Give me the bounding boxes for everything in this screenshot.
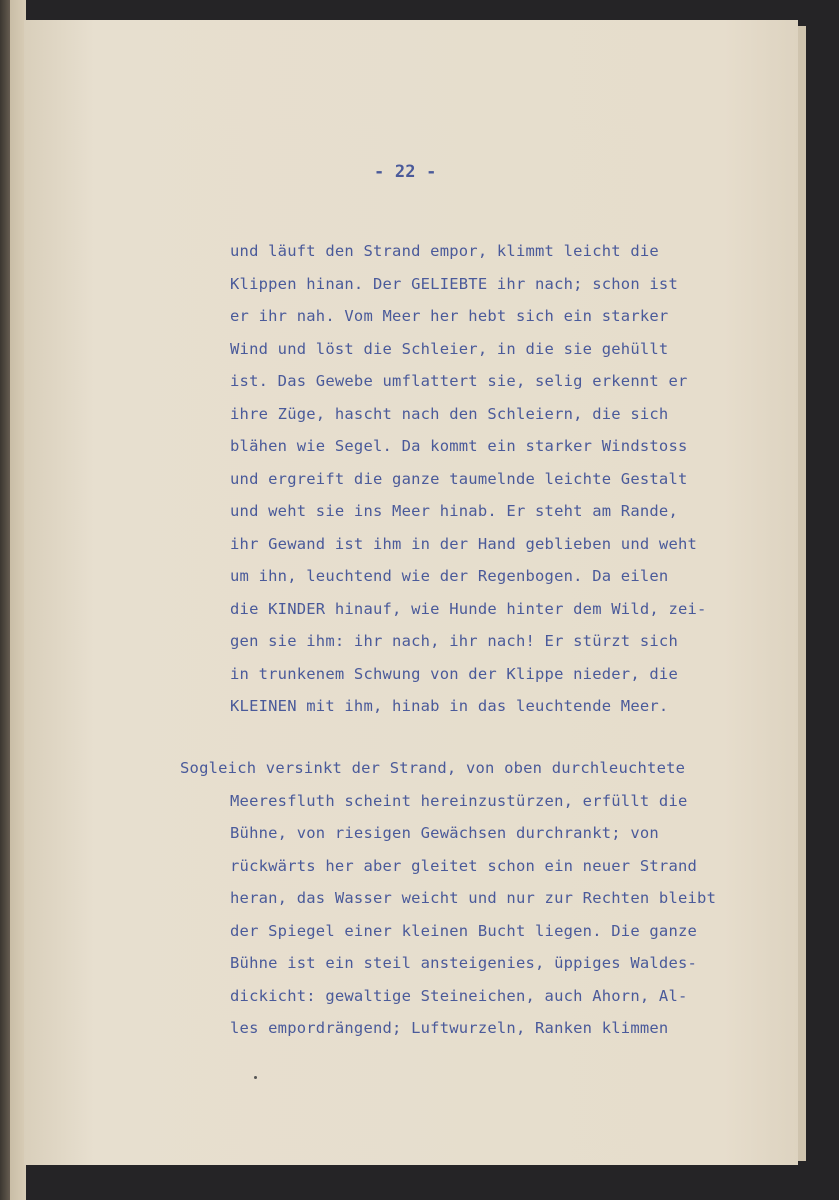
text-line: und ergreift die ganze taumelnde leichte Gestalt: [230, 469, 688, 488]
text-line: Bühne ist ein steil ansteigenies, üppiges Waldes-: [230, 954, 698, 972]
paragraph-1: [230, 235, 707, 723]
text-line: rückwärts her aber gleitet schon ein neuer Strand: [230, 856, 698, 875]
paragraph-2: [180, 752, 716, 1045]
text-line: und läuft den Strand empor, klimmt leicht die: [230, 242, 659, 260]
text-line: Sogleich versinkt der Strand, von oben durchleuchtete: [180, 759, 686, 777]
text-line: Meeresfluth scheint hereinzustürzen, erfüllt die: [230, 791, 688, 810]
text-line: gen sie ihm: ihr nach, ihr nach! Er stürzt sich: [230, 632, 678, 650]
text-line: um ihn, leuchtend wie der Regenbogen. Da eilen: [230, 567, 669, 585]
text-line: die KINDER hinauf, wie Hunde hinter dem Wild, zei-: [230, 599, 707, 618]
text-line: KLEINEN mit ihm, hinab in das leuchtende Meer.: [230, 697, 669, 715]
text-line: blähen wie Segel. Da kommt ein starker Windstoss: [230, 437, 688, 455]
text-line: dickicht: gewaltige Steineichen, auch Ahorn, Al-: [230, 986, 688, 1005]
text-line: ihr Gewand ist ihm in der Hand geblieben und weht: [230, 534, 698, 553]
text-line: Bühne, von riesigen Gewächsen durchrankt; von: [230, 824, 659, 842]
text-line: Klippen hinan. Der GELIEBTE ihr nach; schon ist: [230, 274, 678, 293]
text-line: ihre Züge, hascht nach den Schleiern, die sich: [230, 404, 669, 423]
text-line: der Spiegel einer kleinen Bucht liegen. Die ganze: [230, 921, 698, 940]
text-line: les empordrängend; Luftwurzeln, Ranken klimmen: [230, 1019, 669, 1037]
text-line: ist. Das Gewebe umflattert sie, selig erkennt er: [230, 372, 688, 390]
text-line: und weht sie ins Meer hinab. Er steht am Rande,: [230, 502, 678, 520]
ink-speck: [254, 1076, 257, 1079]
text-line: er ihr nah. Vom Meer her hebt sich ein starker: [230, 307, 669, 325]
document-page: [24, 20, 798, 1165]
text-line: Wind und löst die Schleier, in die sie gehüllt: [230, 339, 669, 358]
page-number: - 22 -: [374, 162, 437, 182]
text-line: heran, das Wasser weicht und nur zur Rechten bleibt: [230, 889, 717, 907]
text-line: in trunkenem Schwung von der Klippe nieder, die: [230, 664, 678, 683]
